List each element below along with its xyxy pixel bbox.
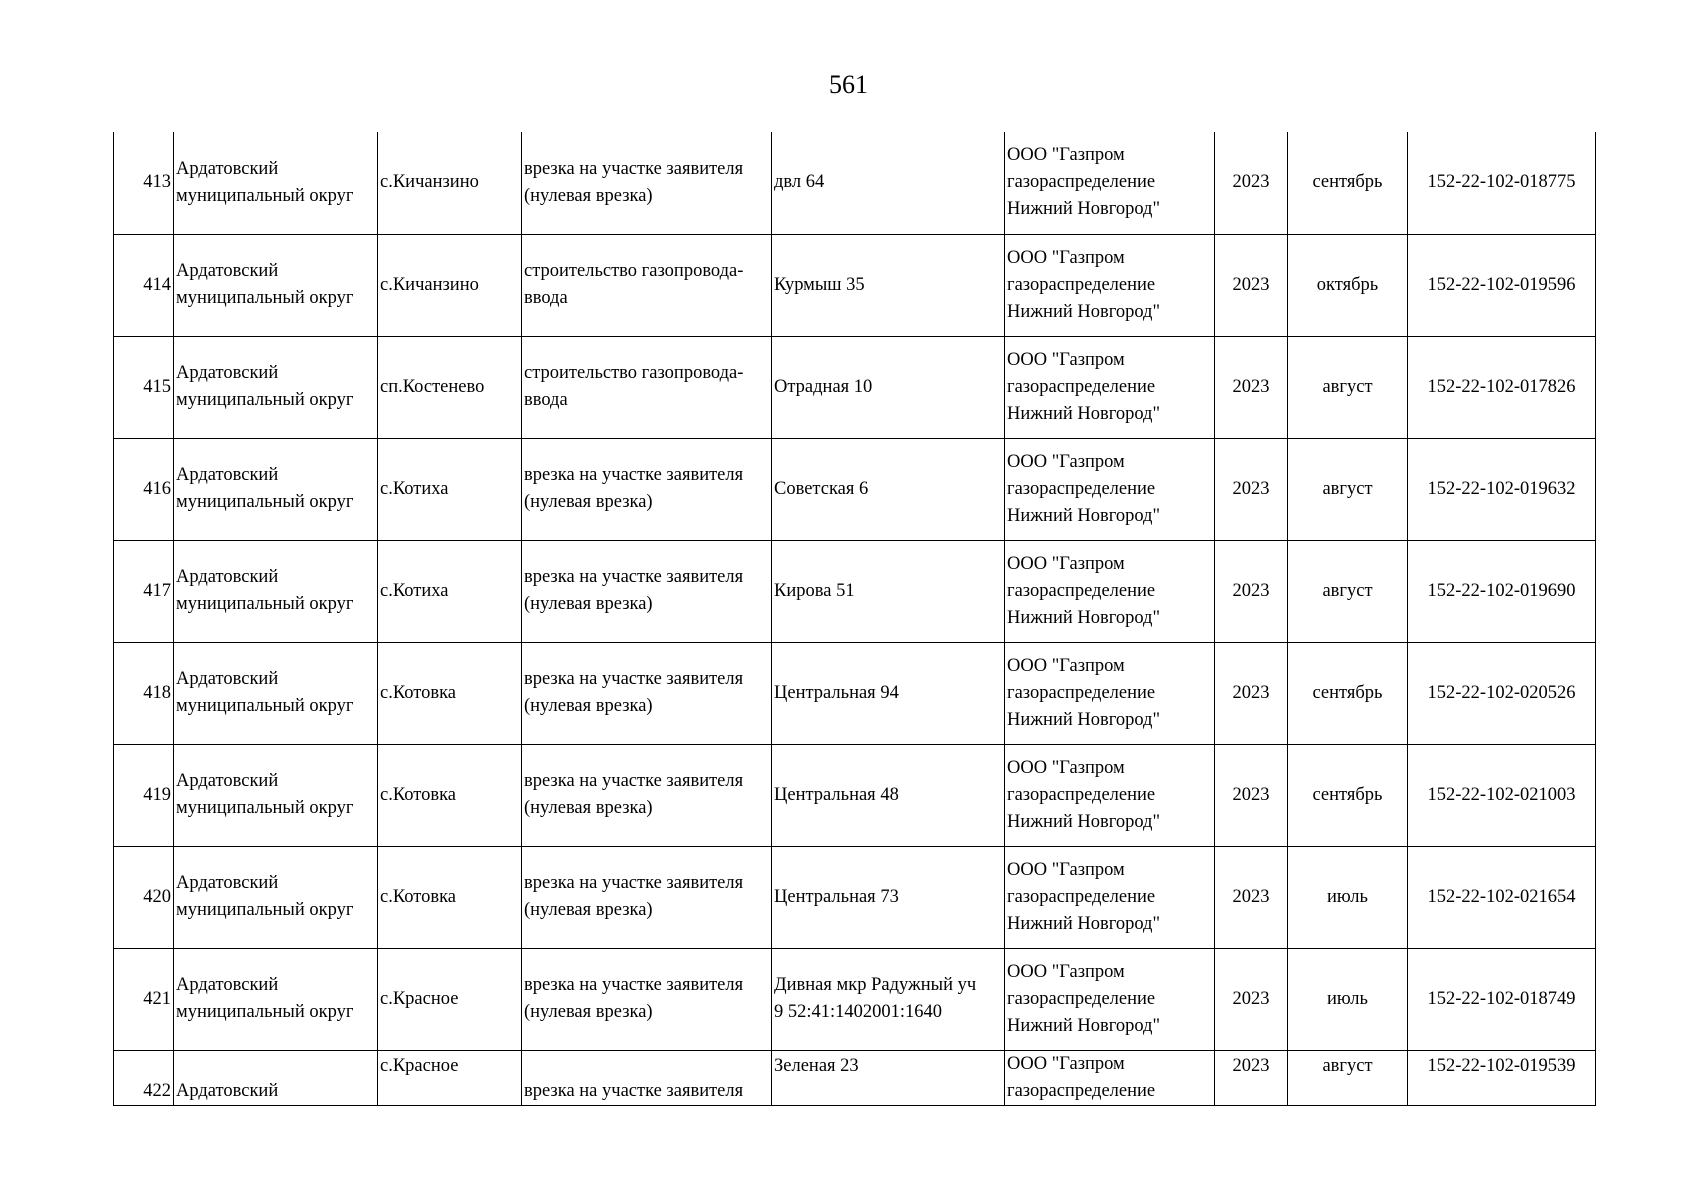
district-cell (174, 846, 378, 948)
organization-cell-line: газораспределение (1007, 784, 1156, 805)
work-type-cell-line: ввода (524, 288, 568, 308)
district-cell-line: муниципальный округ (176, 900, 354, 920)
organization-cell (1005, 744, 1215, 846)
work-type-cell-line: (нулевая врезка) (524, 798, 653, 818)
address-cell-line: Советская 6 (774, 478, 869, 499)
address-cell-line: Центральная 73 (774, 886, 899, 907)
contract-code-cell: 152-22-102-019539 (1408, 1050, 1596, 1105)
organization-cell-line: газораспределение (1007, 886, 1156, 907)
organization-cell-line: газораспределение (1007, 376, 1156, 397)
organization-cell-line: Нижний Новгород" (1007, 811, 1161, 832)
row-number: 414 (114, 234, 174, 336)
organization-cell-line: ООО "Газпром (1007, 145, 1125, 166)
organization-cell-line: Нижний Новгород" (1007, 709, 1161, 730)
month-cell: сентябрь (1288, 744, 1408, 846)
month-cell: август (1288, 1050, 1408, 1105)
row-number: 413 (114, 132, 174, 234)
year-cell: 2023 (1215, 132, 1288, 234)
district-cell-line: Ардатовский (176, 158, 279, 179)
row-number: 420 (114, 846, 174, 948)
organization-cell (1005, 438, 1215, 540)
district-cell-line: Ардатовский (176, 261, 279, 281)
address-cell-line: Дивная мкр Радужный уч (774, 975, 977, 995)
month-cell: сентябрь (1288, 132, 1408, 234)
work-type-cell-line: ввода (524, 390, 568, 410)
page-number: 561 (829, 70, 868, 99)
work-type-cell-line: врезка на участке заявителя (524, 158, 744, 179)
table-row (114, 438, 1596, 540)
work-type-cell (522, 132, 772, 234)
organization-cell (1005, 540, 1215, 642)
district-cell-line: Ардатовский (176, 1080, 279, 1101)
table-row (114, 744, 1596, 846)
organization-cell-line: Нижний Новгород" (1007, 913, 1161, 934)
work-type-cell-line: врезка на участке заявителя (524, 975, 744, 995)
work-type-cell (522, 1050, 772, 1105)
organization-cell-line: Нижний Новгород" (1007, 1015, 1161, 1036)
work-type-cell (522, 948, 772, 1050)
district-cell-line: муниципальный округ (176, 390, 354, 410)
year-cell: 2023 (1215, 336, 1288, 438)
year-cell: 2023 (1215, 948, 1288, 1050)
contract-code-cell: 152-22-102-019690 (1408, 540, 1596, 642)
organization-cell (1005, 642, 1215, 744)
year-cell: 2023 (1215, 234, 1288, 336)
contract-code-cell: 152-22-102-019632 (1408, 438, 1596, 540)
district-cell-line: муниципальный округ (176, 492, 354, 512)
work-type-cell-line: (нулевая врезка) (524, 594, 653, 614)
address-cell-line: Кирова 51 (774, 580, 855, 601)
gasification-register-table (113, 132, 1596, 1106)
month-cell: октябрь (1288, 234, 1408, 336)
contract-code-cell: 152-22-102-018775 (1408, 132, 1596, 234)
work-type-cell (522, 336, 772, 438)
address-cell (772, 744, 1005, 846)
address-cell (772, 234, 1005, 336)
organization-cell-line: Нижний Новгород" (1007, 301, 1161, 322)
district-cell-line: муниципальный округ (176, 798, 354, 818)
settlement-cell: с.Котиха (378, 540, 522, 642)
organization-cell-line: ООО "Газпром (1007, 757, 1125, 778)
district-cell-line: муниципальный округ (176, 696, 354, 716)
organization-cell (1005, 1050, 1215, 1105)
district-cell (174, 744, 378, 846)
work-type-cell-line: (нулевая врезка) (524, 696, 653, 716)
address-cell (772, 540, 1005, 642)
settlement-cell: с.Котовка (378, 846, 522, 948)
table-row (114, 948, 1596, 1050)
year-cell: 2023 (1215, 1050, 1288, 1105)
address-cell (772, 846, 1005, 948)
work-type-cell-line: (нулевая врезка) (524, 900, 653, 920)
table-body (114, 132, 1596, 1105)
address-cell-line: 9 52:41:1402001:1640 (774, 1002, 943, 1022)
organization-cell-line: ООО "Газпром (1007, 655, 1125, 676)
organization-cell-line: газораспределение (1007, 988, 1156, 1009)
work-type-cell-line: врезка на участке заявителя (524, 669, 744, 689)
settlement-cell: с.Кичанзино (378, 234, 522, 336)
organization-cell-line: Нижний Новгород" (1007, 199, 1161, 220)
work-type-cell-line: строительство газопровода- (524, 363, 744, 383)
month-cell: август (1288, 540, 1408, 642)
address-cell-line: Курмыш 35 (774, 274, 865, 295)
row-number: 418 (114, 642, 174, 744)
district-cell-line: муниципальный округ (176, 288, 354, 308)
row-number: 419 (114, 744, 174, 846)
work-type-cell-line: врезка на участке заявителя (524, 1080, 744, 1101)
work-type-cell (522, 642, 772, 744)
work-type-cell-line: врезка на участке заявителя (524, 771, 744, 791)
district-cell-line: муниципальный округ (176, 185, 354, 206)
year-cell: 2023 (1215, 642, 1288, 744)
district-cell-line: муниципальный округ (176, 594, 354, 614)
district-cell-line: Ардатовский (176, 975, 279, 995)
district-cell (174, 336, 378, 438)
contract-code-cell: 152-22-102-021003 (1408, 744, 1596, 846)
table-row (114, 336, 1596, 438)
work-type-cell-line: (нулевая врезка) (524, 185, 653, 206)
district-cell-line: Ардатовский (176, 363, 279, 383)
settlement-cell: с.Котовка (378, 744, 522, 846)
row-number: 415 (114, 336, 174, 438)
table-row (114, 540, 1596, 642)
address-cell (772, 1050, 1005, 1105)
organization-cell (1005, 948, 1215, 1050)
district-cell (174, 234, 378, 336)
work-type-cell (522, 744, 772, 846)
district-cell-line: муниципальный округ (176, 1002, 354, 1022)
organization-cell-line: газораспределение (1007, 1080, 1156, 1101)
contract-code-cell: 152-22-102-017826 (1408, 336, 1596, 438)
contract-code-cell: 152-22-102-021654 (1408, 846, 1596, 948)
settlement-cell: с.Красное (378, 1050, 522, 1105)
organization-cell (1005, 846, 1215, 948)
table-row (114, 642, 1596, 744)
organization-cell-line: газораспределение (1007, 274, 1156, 295)
district-cell-line: Ардатовский (176, 771, 279, 791)
address-cell-line: Отрадная 10 (774, 376, 873, 397)
organization-cell-line: Нижний Новгород" (1007, 403, 1161, 424)
organization-cell-line: ООО "Газпром (1007, 451, 1125, 472)
address-cell (772, 948, 1005, 1050)
organization-cell (1005, 234, 1215, 336)
table-row (114, 846, 1596, 948)
settlement-cell: с.Котиха (378, 438, 522, 540)
address-cell-line: Центральная 94 (774, 682, 899, 703)
work-type-cell (522, 438, 772, 540)
address-cell (772, 336, 1005, 438)
settlement-cell: с.Кичанзино (378, 132, 522, 234)
address-cell-line: Центральная 48 (774, 784, 899, 805)
table-row (114, 1050, 1596, 1105)
contract-code-cell: 152-22-102-018749 (1408, 948, 1596, 1050)
organization-cell-line: газораспределение (1007, 172, 1156, 193)
month-cell: июль (1288, 948, 1408, 1050)
month-cell: август (1288, 438, 1408, 540)
organization-cell (1005, 336, 1215, 438)
year-cell: 2023 (1215, 540, 1288, 642)
month-cell: август (1288, 336, 1408, 438)
district-cell-line: Ардатовский (176, 567, 279, 587)
work-type-cell-line: строительство газопровода- (524, 261, 744, 281)
district-cell (174, 540, 378, 642)
year-cell: 2023 (1215, 846, 1288, 948)
district-cell (174, 948, 378, 1050)
address-cell (772, 642, 1005, 744)
year-cell: 2023 (1215, 438, 1288, 540)
row-number: 421 (114, 948, 174, 1050)
organization-cell-line: ООО "Газпром (1007, 247, 1125, 268)
contract-code-cell: 152-22-102-020526 (1408, 642, 1596, 744)
work-type-cell (522, 234, 772, 336)
address-cell-line: Зеленая 23 (774, 1055, 859, 1076)
year-cell: 2023 (1215, 744, 1288, 846)
settlement-cell: с.Красное (378, 948, 522, 1050)
work-type-cell-line: (нулевая врезка) (524, 492, 653, 512)
organization-cell (1005, 132, 1215, 234)
organization-cell-line: газораспределение (1007, 682, 1156, 703)
work-type-cell (522, 540, 772, 642)
month-cell: июль (1288, 846, 1408, 948)
table-row (114, 132, 1596, 234)
organization-cell-line: Нижний Новгород" (1007, 505, 1161, 526)
work-type-cell (522, 846, 772, 948)
district-cell-line: Ардатовский (176, 873, 279, 893)
address-cell (772, 438, 1005, 540)
table-row (114, 234, 1596, 336)
organization-cell-line: Нижний Новгород" (1007, 607, 1161, 628)
work-type-cell-line: врезка на участке заявителя (524, 873, 744, 893)
settlement-cell: сп.Костенево (378, 336, 522, 438)
work-type-cell-line: врезка на участке заявителя (524, 567, 744, 587)
district-cell (174, 642, 378, 744)
address-cell (772, 132, 1005, 234)
organization-cell-line: ООО "Газпром (1007, 349, 1125, 370)
organization-cell-line: ООО "Газпром (1007, 859, 1125, 880)
row-number: 422 (114, 1050, 174, 1105)
settlement-cell: с.Котовка (378, 642, 522, 744)
organization-cell-line: ООО "Газпром (1007, 1053, 1125, 1074)
month-cell: сентябрь (1288, 642, 1408, 744)
work-type-cell-line: (нулевая врезка) (524, 1002, 653, 1022)
district-cell (174, 1050, 378, 1105)
address-cell-line: двл 64 (774, 172, 825, 193)
district-cell (174, 438, 378, 540)
contract-code-cell: 152-22-102-019596 (1408, 234, 1596, 336)
organization-cell-line: ООО "Газпром (1007, 961, 1125, 982)
organization-cell-line: газораспределение (1007, 478, 1156, 499)
district-cell-line: Ардатовский (176, 465, 279, 485)
district-cell-line: Ардатовский (176, 669, 279, 689)
work-type-cell-line: врезка на участке заявителя (524, 465, 744, 485)
organization-cell-line: ООО "Газпром (1007, 553, 1125, 574)
row-number: 416 (114, 438, 174, 540)
district-cell (174, 132, 378, 234)
organization-cell-line: газораспределение (1007, 580, 1156, 601)
row-number: 417 (114, 540, 174, 642)
